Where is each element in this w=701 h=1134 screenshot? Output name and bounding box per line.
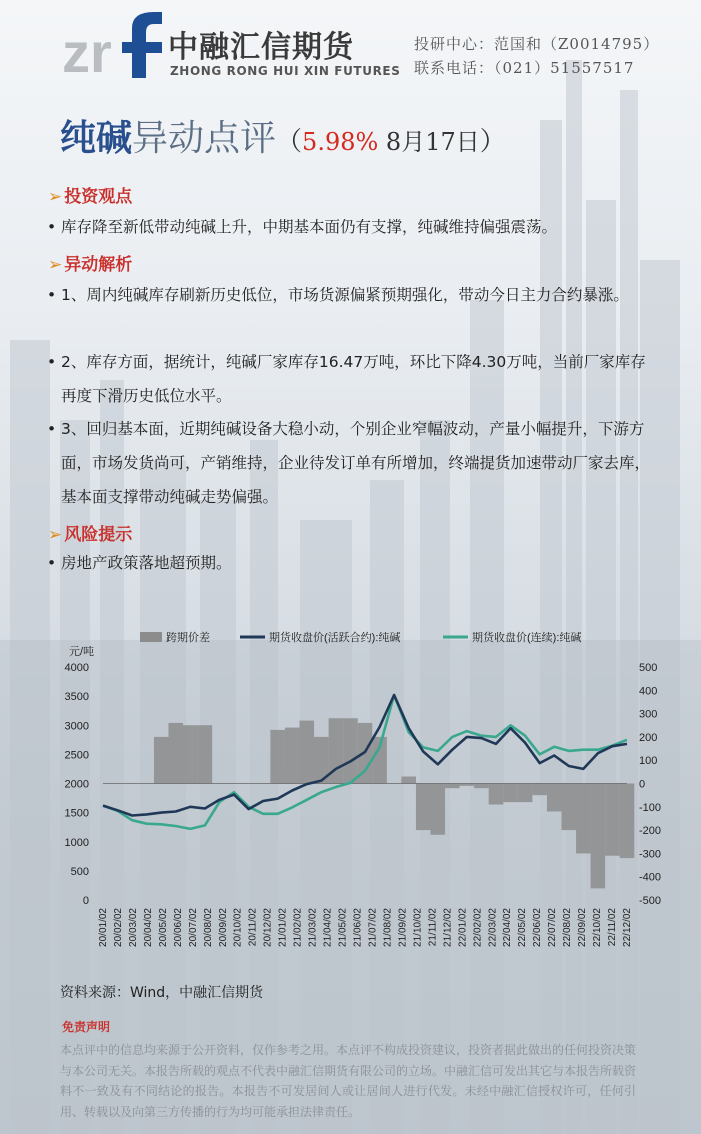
arrow-icon: ➢: [48, 187, 63, 207]
bullet-icon: •: [47, 218, 57, 236]
x-axis-tick-label: 20/01/02: [98, 908, 109, 947]
arrow-icon: ➢: [48, 255, 63, 275]
x-axis-tick-label: 21/11/02: [427, 908, 439, 947]
x-axis-tick-label: 20/10/02: [232, 908, 244, 947]
x-axis-tick-label: 21/01/02: [277, 908, 289, 947]
x-axis-tick-label: 20/02/02: [112, 908, 124, 947]
x-axis-tick-label: 21/07/02: [367, 908, 379, 947]
left-axis-tick-label: 3500: [64, 691, 89, 704]
logo-chinese-name: 中融汇信期货: [168, 30, 354, 65]
x-axis-tick-label: 22/02/02: [472, 908, 484, 947]
title-change-percent: 5.98%: [302, 128, 379, 156]
x-axis-tick-label: 22/01/02: [457, 908, 469, 947]
analysis-paragraph-2: [47, 345, 659, 413]
left-axis-tick-label: 2500: [64, 749, 89, 762]
section-risk: [48, 520, 132, 545]
spread-bar: [300, 721, 315, 784]
bullet-icon: •: [47, 420, 57, 438]
spread-bar: [518, 784, 533, 803]
spread-bar: [431, 784, 446, 835]
left-axis-tick-label: 1000: [64, 836, 89, 849]
spread-bar: [576, 784, 591, 854]
x-axis-tick-label: 20/11/02: [247, 908, 259, 947]
view-paragraph: [47, 210, 659, 244]
paragraph-text: 库存降至新低带动纯碱上升，中期基本面仍有支撑，纯碱维持偏强震荡。: [61, 218, 558, 236]
spread-bar: [620, 784, 635, 859]
x-axis-tick-label: 22/03/02: [487, 908, 499, 947]
spread-bar: [532, 784, 547, 796]
x-axis-tick-label: 21/10/02: [412, 908, 424, 947]
spread-bar: [285, 728, 300, 784]
spread-bar: [401, 777, 416, 784]
spread-bar: [562, 784, 577, 831]
x-axis-tick-label: 21/06/02: [352, 908, 364, 947]
x-axis-tick-label: 20/12/02: [262, 908, 274, 947]
logo-english-name: ZHONG RONG HUI XIN FUTURES: [170, 64, 401, 78]
disclaimer-title: 免责声明: [62, 1020, 111, 1034]
x-axis-tick-label: 21/05/02: [337, 908, 349, 947]
x-axis-tick-label: 21/08/02: [382, 908, 394, 947]
right-axis-tick-label: -500: [639, 895, 662, 907]
analysis-paragraph-3: [47, 412, 659, 514]
price-chart: [55, 622, 662, 962]
bullet-icon: •: [47, 286, 57, 304]
x-axis-tick-label: 22/07/02: [547, 908, 559, 947]
report-title: [60, 110, 506, 161]
x-axis-tick-label: 20/04/02: [142, 908, 154, 947]
contact-analyst: 投研中心：范国和（Z0014795）: [414, 35, 660, 53]
right-axis-tick-label: -300: [639, 848, 662, 861]
spread-bar: [169, 723, 184, 784]
spread-bar: [547, 784, 562, 812]
left-axis-tick-label: 1500: [64, 807, 89, 820]
spread-bar: [416, 784, 431, 831]
right-axis-tick-label: 300: [639, 708, 658, 721]
right-axis-tick-label: 200: [639, 731, 658, 744]
left-axis-tick-label: 500: [70, 865, 89, 878]
left-axis-tick-label: 0: [82, 895, 89, 907]
x-axis-tick-label: 22/11/02: [607, 908, 619, 947]
legend-label-continuous: 期货收盘价(连续):纯碱: [472, 632, 582, 644]
spread-bar: [489, 784, 504, 805]
svg-text:zr: zr: [62, 21, 112, 84]
legend-label-active: 期货收盘价(活跃合约):纯碱: [269, 632, 401, 644]
left-axis-tick-label: 2000: [64, 778, 89, 791]
x-axis-tick-label: 20/03/02: [127, 908, 139, 947]
x-axis-tick-label: 22/06/02: [532, 908, 544, 947]
legend-swatch-spread: [140, 632, 162, 642]
title-product: 纯碱: [60, 117, 133, 159]
spread-bar: [183, 725, 198, 783]
arrow-icon: ➢: [48, 525, 63, 545]
x-axis-tick-label: 21/09/02: [397, 908, 409, 947]
spread-bar: [591, 784, 606, 889]
contact-info: [414, 32, 659, 80]
paragraph-text: 房地产政策落地超预期。: [61, 554, 232, 572]
title-close-paren: ）: [479, 127, 506, 157]
x-axis-tick-label: 22/09/02: [577, 908, 589, 947]
left-axis-tick-label: 4000: [64, 662, 89, 674]
x-axis-tick-label: 22/12/02: [622, 908, 633, 947]
right-axis-tick-label: 100: [639, 755, 658, 768]
right-axis-tick-label: 400: [639, 685, 658, 698]
section-analysis: [48, 250, 132, 275]
right-axis-tick-label: -400: [639, 871, 662, 884]
spread-bar: [503, 784, 518, 803]
x-axis-tick-label: 20/05/02: [157, 908, 169, 947]
section-title: 投资观点: [64, 187, 133, 207]
x-axis-tick-label: 20/07/02: [187, 908, 199, 947]
spread-bar: [154, 737, 169, 784]
section-title: 异动解析: [64, 255, 133, 275]
x-axis-tick-label: 20/06/02: [172, 908, 184, 947]
x-axis-tick-label: 22/05/02: [517, 908, 529, 947]
spread-bar: [445, 784, 460, 789]
left-axis-unit-label: 元/吨: [69, 646, 95, 658]
section-investment-view: [48, 182, 132, 207]
paragraph-text: 1、周内纯碱库存刷新历史低位，市场货源偏紧预期强化，带动今日主力合约暴涨。: [61, 286, 629, 304]
right-axis-tick-label: 500: [639, 662, 658, 674]
x-axis-tick-label: 21/12/02: [442, 908, 454, 947]
x-axis-tick-label: 21/04/02: [322, 908, 334, 947]
title-date: 8月17日: [378, 128, 480, 156]
x-axis-tick-label: 20/09/02: [217, 908, 229, 947]
paragraph-text: 2、库存方面，据统计，纯碱厂家库存16.47万吨，环比下降4.30万吨，当前厂家库存再度下滑历史低位水平。: [61, 353, 646, 405]
spread-bar: [343, 718, 358, 783]
paragraph-text: 3、回归基本面，近期纯碱设备大稳小动，个别企业窄幅波动，产量小幅提升，下游方面，市场发货尚可，产销维持，企业待发订单有所增加，终端提货加速带动厂家去库，基本面支撑带动纯碱走势偏强。: [61, 420, 651, 506]
contact-phone: 联系电话：（021）51557517: [414, 59, 635, 77]
right-axis-tick-label: -200: [639, 825, 662, 838]
right-axis-tick-label: -100: [639, 801, 662, 814]
left-axis-tick-label: 3000: [64, 720, 89, 733]
section-title: 风险提示: [64, 525, 133, 545]
spread-bar: [270, 730, 285, 784]
x-axis-tick-label: 21/02/02: [292, 908, 304, 947]
analysis-paragraph-1: [47, 278, 659, 312]
risk-paragraph: [47, 546, 659, 580]
data-source: 资料来源：Wind，中融汇信期货: [60, 985, 264, 1001]
disclaimer-text: 本点评中的信息均来源于公开资料，仅作参考之用。本点评不构成投资建议，投资者据此做出的任何投资决策与本公司无关。本报告所载的观点不代表中融汇信期货有限公司的立场。中融汇信可发出其它与本报告所载资料不一致及有不同结论的报告。本报告不可发居间人或让居间人进行代发。未经中融汇信授权许可，任何引用、转载以及向第三方传播的行为均可能承担法律责任。: [60, 1043, 637, 1119]
right-axis-tick-label: 0: [639, 778, 646, 791]
bullet-icon: •: [47, 353, 57, 371]
spread-bar: [198, 725, 213, 783]
spread-bar: [605, 784, 620, 856]
x-axis-tick-label: 21/03/02: [307, 908, 319, 947]
spread-bar: [474, 784, 489, 789]
x-axis-tick-label: 22/08/02: [562, 908, 574, 947]
title-open-paren: （: [276, 127, 303, 157]
x-axis-tick-label: 20/08/02: [202, 908, 214, 947]
x-axis-tick-label: 22/10/02: [592, 908, 604, 947]
x-axis-tick-label: 22/04/02: [502, 908, 514, 947]
title-type: 异动点评: [132, 118, 277, 159]
bullet-icon: •: [47, 554, 57, 572]
legend-label-spread: 跨期价差: [166, 632, 210, 644]
